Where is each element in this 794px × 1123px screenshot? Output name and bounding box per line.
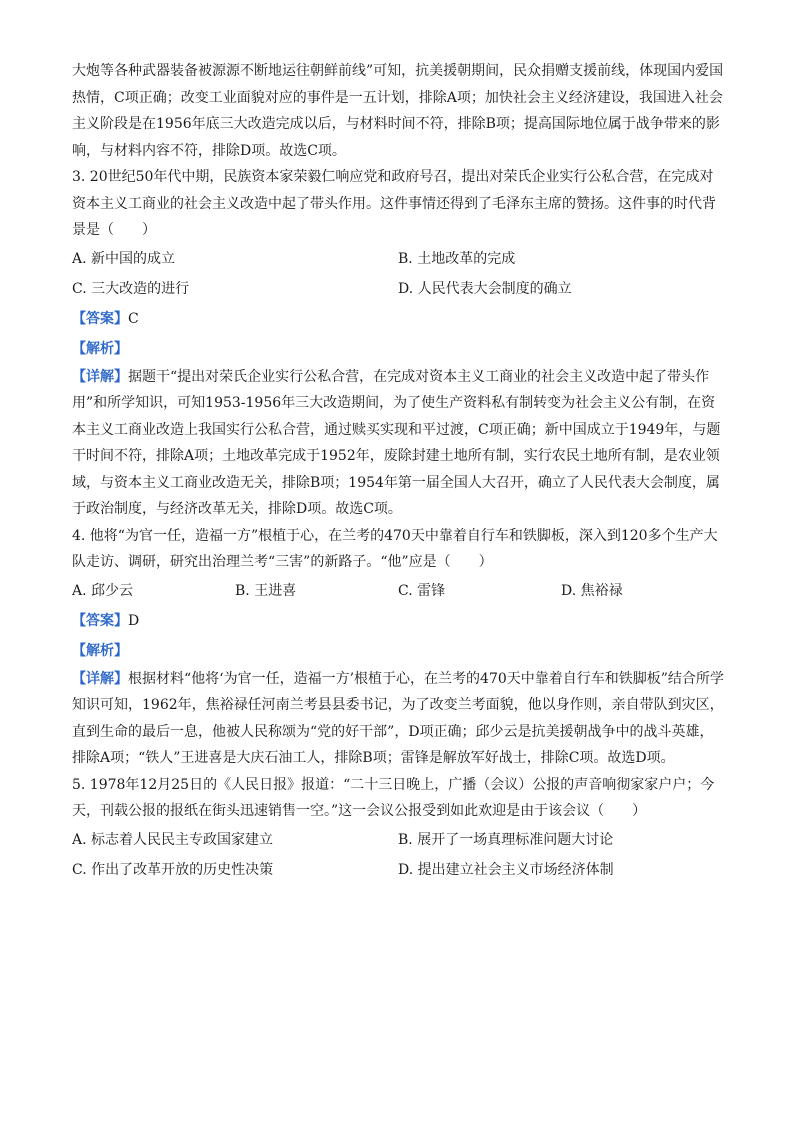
question-3-answer [72,304,724,334]
question-5-stem: 5. 1978年12月25日的《人民日报》报道：“二十三日晚上，广播（会议）公报的声音响彻家家户户；今天，刊载公报的报纸在街头迅速销售一空。”这一会议公报受到如此欢迎是由于该会议（ ） [72,776,715,819]
detail-tag: 【详解】 [72,368,128,385]
question-3-option-b: B. 土地改革的完成 [398,250,516,267]
question-3-option-a: A. 新中国的成立 [72,250,176,267]
question-4-options-row [72,576,724,606]
question-5-options-row-1 [72,825,724,855]
answer-value: D [128,612,140,629]
document-page [72,58,724,885]
question-4-answer [72,606,724,636]
question-4-option-d: D. 焦裕禄 [561,582,623,599]
question-5-options-row-2 [72,855,724,885]
question-5-option-a: A. 标志着人民民主专政国家建立 [72,831,274,848]
question-3-option-d: D. 人民代表大会制度的确立 [398,280,572,297]
question-3-option-c: C. 三大改造的进行 [72,280,190,297]
question-5-option-b: B. 展开了一场真理标准问题大讨论 [398,831,614,848]
question-3-stem: 3. 20世纪50年代中期，民族资本家荣毅仁响应党和政府号召，提出对荣氏企业实行公私合营，在完成对资本主义工商业的社会主义改造中起了带头作用。这件事情还得到了毛泽东主席的赞扬。这件事的时代背景是（ ） [72,169,716,238]
answer-value: C [128,310,139,327]
question-4-option-c: C. 雷锋 [398,582,446,599]
answer-tag: 【答案】 [72,612,128,629]
analysis-tag: 【解析】 [72,340,128,357]
question-3-options-row-2 [72,274,724,304]
intro-analysis-text: 大炮等各种武器装备被源源不断地运往朝鲜前线”可知，抗美援朝期间，民众捐赠支援前线，体现国内爱国热情，C项正确；改变工业面貌对应的事件是一五计划，排除A项；加快社会主义经济建设，我国进入社会主义阶段是在1956年底三大改造完成以后，与材料时间不符，排除B项；提高国际地位属于战争带来的影响，与材料内容不符，排除D项。故选C项。 [72,63,724,159]
question-4-option-a: A. 邱少云 [72,582,134,599]
detail-text: 根据材料“他将‘为官一任，造福一方’根植于心，在兰考的470天中靠着自行车和铁脚板”结合所学知识可知，1962年，焦裕禄任河南兰考县县委书记，为了改变兰考面貌，他以身作则，亲自带队到灾区，直到生命的最后一息，他被人民称颂为“党的好干部”，D项正确；邱少云是抗美援朝战争中的战斗英雄，排除A项；“铁人”王进喜是大庆石油工人，排除B项；雷锋是解放军好战士，排除C项。故选D项。 [72,670,724,766]
analysis-tag: 【解析】 [72,642,128,659]
question-3-detail [72,364,724,523]
question-3-analysis-heading [72,334,724,364]
detail-tag: 【详解】 [72,670,128,687]
question-5-option-d: D. 提出建立社会主义市场经济体制 [398,861,614,878]
question-4-detail [72,666,724,772]
question-5-option-c: C. 作出了改革开放的历史性决策 [72,861,274,878]
question-4-analysis-heading [72,636,724,666]
question-4-option-b: B. 王进喜 [235,582,297,599]
question-4-stem: 4. 他将“为官一任，造福一方”根植于心，在兰考的470天中靠着自行车和铁脚板，深入到120多个生产大队走访、调研，研究出治理兰考“三害”的新路子。“他”应是（ ） [72,527,718,570]
question-3-options-row-1 [72,244,724,274]
detail-text: 据题干“提出对荣氏企业实行公私合营，在完成对资本主义工商业的社会主义改造中起了带头作用”和所学知识，可知1953-1956年三大改造期间，为了使生产资料私有制转变为社会主义公有制，在资本主义工商业改造上我国实行公私合营，通过赎买实现和平过渡，C项正确；新中国成立于1949年，与题干时间不符，排除A项；土地改革完成于1952年，废除封建土地所有制，实行农民土地所有制，是农业领域，与资本主义工商业改造无关，排除B项；1954年第一届全国人大召开，确立了人民代表大会制度，属于政治制度，与经济改革无关，排除D项。故选C项。 [72,368,721,517]
answer-tag: 【答案】 [72,310,128,327]
